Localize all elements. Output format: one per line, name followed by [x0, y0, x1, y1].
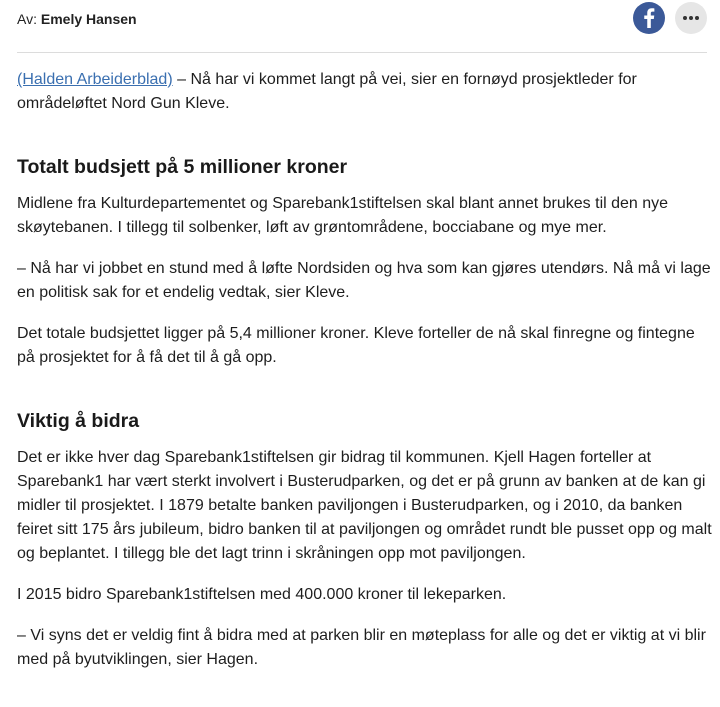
byline-bar	[17, 0, 707, 53]
facebook-icon	[643, 8, 655, 28]
paragraph: Det er ikke hver dag Sparebank1stiftelsen gir bidrag til kommunen. Kjell Hagen forteller at Sparebank1 har vært sterkt involvert i Busterudparken, og det er på grunn av banken at de kan gi midler til prosjektet. I 1879 betalte banken paviljongen i Busterudparken, og i 2010, da banken feiret sitt 175 års jubileum, bidro banken til at paviljongen og området rundt ble pusset opp og malt og beplantet. I tillegg ble det lagt trinn i skråningen opp mot paviljongen.	[17, 449, 712, 562]
paragraph: Midlene fra Kulturdepartementet og Sparebank1stiftelsen skal blant annet brukes til den nye skøytebanen. I tillegg til solbenker, løft av grøntområdene, bocciabane og mye mer.	[17, 195, 669, 236]
paragraph: Det totale budsjettet ligger på 5,4 millioner kroner. Kleve forteller de nå skal finregne og fintegne på prosjektet for å få det til å gå opp.	[17, 325, 695, 366]
byline	[17, 10, 137, 28]
paragraph: I 2015 bidro Sparebank1stiftelsen med 400.000 kroner til lekeparken.	[17, 586, 507, 603]
section-heading-budget: Totalt budsjett på 5 millioner kroner	[17, 156, 348, 178]
share-buttons	[633, 2, 707, 34]
byline-author[interactable]: Emely Hansen	[40, 11, 137, 27]
section-heading-contribution: Viktig å bidra	[17, 410, 140, 432]
facebook-share-button[interactable]	[633, 2, 665, 34]
intro-text: – Nå har vi kommet langt på vei, sier en fornøyd prosjektleder for områdeløftet Nord Gun Kleve.	[17, 71, 637, 112]
more-horizontal-icon	[682, 15, 700, 21]
intro-paragraph	[17, 68, 713, 116]
byline-prefix: Av:	[17, 11, 37, 27]
more-options-button[interactable]	[675, 2, 707, 34]
paragraph: – Vi syns det er veldig fint å bidra med at parken blir en møteplass for alle og det er viktig at vi blir med på byutviklingen, sier Hagen.	[17, 627, 706, 668]
article-body	[17, 68, 713, 689]
source-link[interactable]: (Halden Arbeiderblad)	[17, 71, 173, 88]
paragraph: – Nå har vi jobbet en stund med å løfte Nordsiden og hva som kan gjøres utendørs. Nå må vi lage en politisk sak for et endelig vedtak, sier Kleve.	[17, 260, 711, 301]
